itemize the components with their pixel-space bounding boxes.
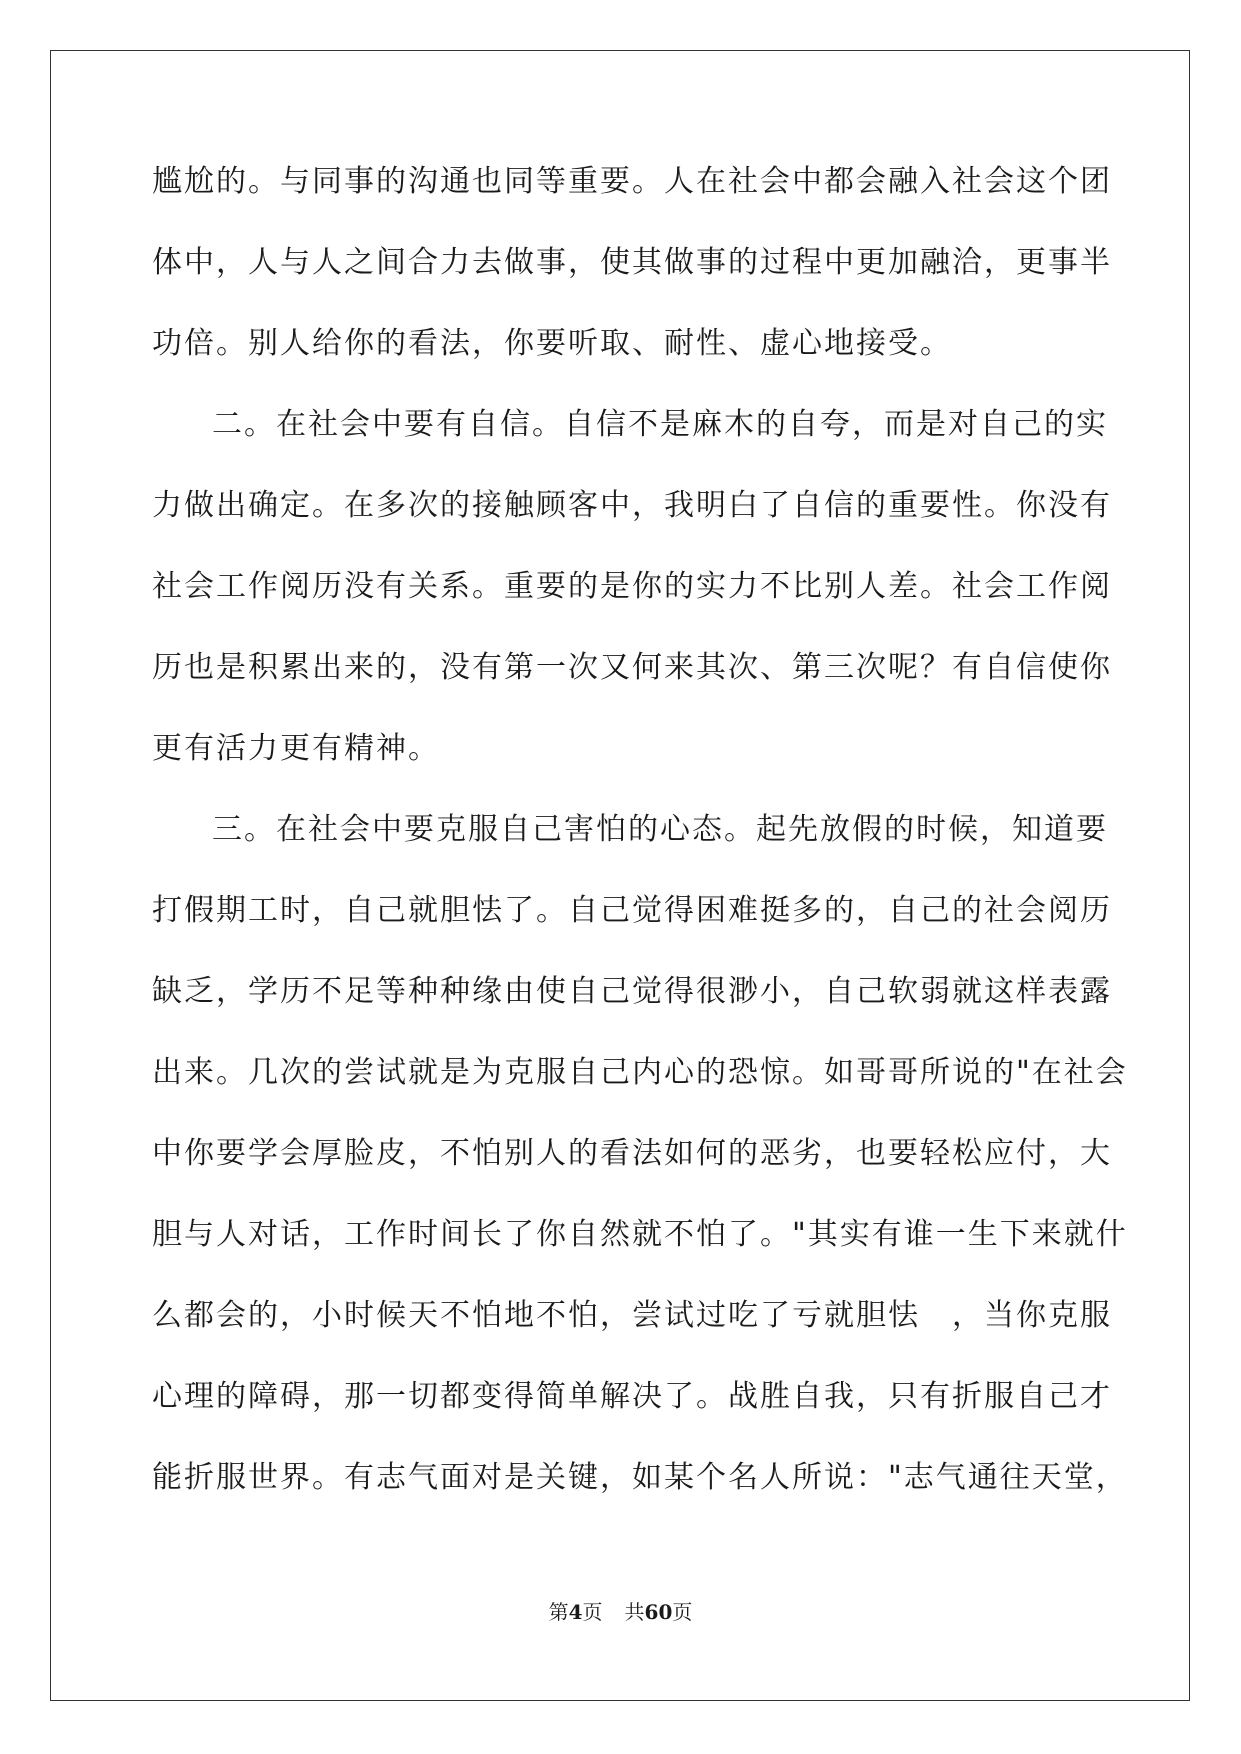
total-suffix: 页 (672, 1600, 693, 1624)
text-line: 出来。几次的尝试就是为克服自己内心的恐惊。如哥哥所说的"在社会 (152, 1055, 1128, 1090)
text-line: 尴尬的。与同事的沟通也同等重要。人在社会中都会融入社会这个团 (152, 164, 1112, 199)
text-line: 历也是积累出来的，没有第一次又何来其次、第三次呢？有自信使你 (152, 650, 1112, 685)
document-body (152, 158, 1128, 1535)
page-prefix: 第 (548, 1600, 569, 1624)
text-line: 心理的障碍，那一切都变得简单解决了。战胜自我，只有折服自己才 (152, 1379, 1112, 1414)
text-line: 么都会的，小时候天不怕地不怕，尝试过吃了亏就胆怯 ，当你克服 (152, 1298, 1112, 1333)
total-prefix: 共 (624, 1600, 645, 1624)
text-line: 功倍。别人给你的看法，你要听取、耐性、虚心地接受。 (152, 326, 952, 361)
page-suffix: 页 (582, 1600, 603, 1624)
text-line: 胆与人对话，工作时间长了你自然就不怕了。"其实有谁一生下来就什 (152, 1217, 1128, 1252)
page-footer (0, 1596, 1241, 1625)
total-pages: 60 (644, 1600, 673, 1624)
text-line: 打假期工时，自己就胆怯了。自己觉得困难挺多的，自己的社会阅历 (152, 893, 1112, 928)
page-number: 4 (568, 1600, 583, 1624)
text-line: 中你要学会厚脸皮，不怕别人的看法如何的恶劣，也要轻松应付，大 (152, 1136, 1112, 1171)
paragraph-start-line: 二。在社会中要有自信。自信不是麻木的自夸，而是对自己的实 (212, 407, 1108, 442)
text-line: 体中，人与人之间合力去做事，使其做事的过程中更加融洽，更事半 (152, 245, 1112, 280)
text-line: 缺乏，学历不足等种种缘由使自己觉得很渺小，自己软弱就这样表露 (152, 974, 1112, 1009)
paragraph-start-line: 三。在社会中要克服自己害怕的心态。起先放假的时候，知道要 (212, 812, 1108, 847)
text-line: 社会工作阅历没有关系。重要的是你的实力不比别人差。社会工作阅 (152, 569, 1112, 604)
text-line: 力做出确定。在多次的接触顾客中，我明白了自信的重要性。你没有 (152, 488, 1112, 523)
text-line: 更有活力更有精神。 (152, 731, 440, 766)
text-line: 能折服世界。有志气面对是关键，如某个名人所说："志气通往天堂， (152, 1460, 1128, 1495)
